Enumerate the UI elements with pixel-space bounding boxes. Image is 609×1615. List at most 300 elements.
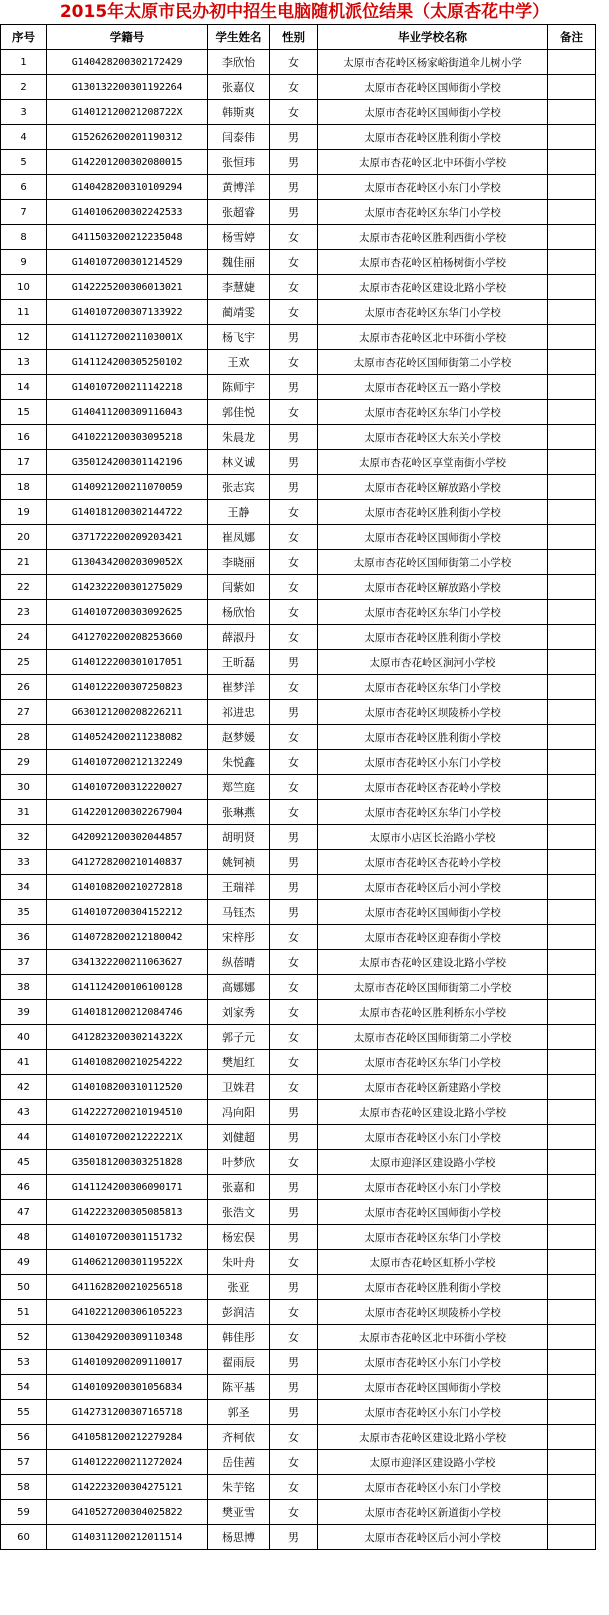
- cell-remarks: [548, 475, 596, 500]
- cell-gender: 女: [270, 250, 318, 275]
- cell-index: 51: [1, 1300, 47, 1325]
- cell-remarks: [548, 375, 596, 400]
- table-row: [1, 775, 596, 800]
- cell-student-name: 王昕磊: [208, 650, 270, 675]
- cell-school-name: 太原市杏花岭区国师街小学校: [318, 75, 548, 100]
- cell-school-name: 太原市杏花岭区国师街第二小学校: [318, 1025, 548, 1050]
- cell-student-name: 杨宏俣: [208, 1225, 270, 1250]
- cell-school-name: 太原市杏花岭区小东门小学校: [318, 1350, 548, 1375]
- cell-gender: 女: [270, 775, 318, 800]
- cell-remarks: [548, 1425, 596, 1450]
- table-row: [1, 1200, 596, 1225]
- cell-remarks: [548, 1100, 596, 1125]
- cell-index: 29: [1, 750, 47, 775]
- cell-remarks: [548, 850, 596, 875]
- cell-school-name: 太原市杏花岭区杏花岭小学校: [318, 850, 548, 875]
- cell-index: 11: [1, 300, 47, 325]
- cell-remarks: [548, 975, 596, 1000]
- cell-index: 15: [1, 400, 47, 425]
- cell-remarks: [548, 1475, 596, 1500]
- cell-remarks: [548, 925, 596, 950]
- cell-student-id: G152626200201190312: [47, 125, 208, 150]
- document-title: 2015年太原市民办初中招生电脑随机派位结果（太原杏花中学）: [59, 2, 550, 22]
- cell-school-name: 太原市杏花岭区建设北路小学校: [318, 1100, 548, 1125]
- cell-remarks: [548, 200, 596, 225]
- cell-school-name: 太原市杏花岭区东华门小学校: [318, 800, 548, 825]
- cell-student-name: 黄博洋: [208, 175, 270, 200]
- cell-student-name: 郭圣: [208, 1400, 270, 1425]
- cell-school-name: 太原市杏花岭区胜利街小学校: [318, 125, 548, 150]
- table-row: [1, 875, 596, 900]
- cell-index: 8: [1, 225, 47, 250]
- cell-student-id: G140107200312220027: [47, 775, 208, 800]
- cell-student-id: G411628200210256518: [47, 1275, 208, 1300]
- cell-school-name: 太原市杏花岭区东华门小学校: [318, 200, 548, 225]
- cell-student-id: G141124200305250102: [47, 350, 208, 375]
- cell-index: 34: [1, 875, 47, 900]
- cell-remarks: [548, 1450, 596, 1475]
- cell-gender: 男: [270, 1525, 318, 1550]
- cell-student-name: 韩佳彤: [208, 1325, 270, 1350]
- cell-gender: 女: [270, 975, 318, 1000]
- cell-student-name: 杨雪婷: [208, 225, 270, 250]
- cell-gender: 女: [270, 1450, 318, 1475]
- table-row: [1, 1375, 596, 1400]
- cell-index: 56: [1, 1425, 47, 1450]
- table-row: [1, 1425, 596, 1450]
- cell-remarks: [548, 275, 596, 300]
- cell-remarks: [548, 50, 596, 75]
- table-row: [1, 850, 596, 875]
- cell-index: 9: [1, 250, 47, 275]
- cell-gender: 女: [270, 525, 318, 550]
- cell-index: 33: [1, 850, 47, 875]
- cell-index: 55: [1, 1400, 47, 1425]
- cell-student-name: 赵梦媛: [208, 725, 270, 750]
- cell-remarks: [548, 1225, 596, 1250]
- cell-school-name: 太原市杏花岭区小东门小学校: [318, 1175, 548, 1200]
- cell-student-id: G14062120030119522X: [47, 1250, 208, 1275]
- cell-student-name: 朱悦鑫: [208, 750, 270, 775]
- cell-school-name: 太原市杏花岭区东华门小学校: [318, 1225, 548, 1250]
- table-row: [1, 1250, 596, 1275]
- cell-student-id: G130132200301192264: [47, 75, 208, 100]
- cell-remarks: [548, 1150, 596, 1175]
- cell-remarks: [548, 650, 596, 675]
- cell-gender: 男: [270, 1100, 318, 1125]
- cell-student-name: 朱叶舟: [208, 1250, 270, 1275]
- table-row: [1, 1275, 596, 1300]
- cell-gender: 男: [270, 175, 318, 200]
- cell-index: 5: [1, 150, 47, 175]
- table-row: [1, 1025, 596, 1050]
- cell-remarks: [548, 425, 596, 450]
- cell-student-id: G140181200302144722: [47, 500, 208, 525]
- cell-remarks: [548, 300, 596, 325]
- cell-remarks: [548, 250, 596, 275]
- cell-gender: 女: [270, 225, 318, 250]
- cell-school-name: 太原市杏花岭区胜利街小学校: [318, 625, 548, 650]
- cell-index: 7: [1, 200, 47, 225]
- table-header-row: [1, 25, 596, 50]
- cell-student-name: 蔺靖雯: [208, 300, 270, 325]
- cell-student-name: 王欢: [208, 350, 270, 375]
- cell-student-id: G140411200309116043: [47, 400, 208, 425]
- cell-student-id: G410581200212279284: [47, 1425, 208, 1450]
- cell-index: 31: [1, 800, 47, 825]
- table-row: [1, 1100, 596, 1125]
- table-row: [1, 1400, 596, 1425]
- cell-student-name: 张嘉仪: [208, 75, 270, 100]
- cell-remarks: [548, 150, 596, 175]
- cell-student-id: G140106200302242533: [47, 200, 208, 225]
- cell-student-name: 齐柯依: [208, 1425, 270, 1450]
- cell-gender: 男: [270, 1200, 318, 1225]
- cell-student-id: G142322200301275029: [47, 575, 208, 600]
- cell-student-id: G14010720021222221X: [47, 1125, 208, 1150]
- cell-school-name: 太原市迎泽区建设路小学校: [318, 1450, 548, 1475]
- table-row: [1, 350, 596, 375]
- cell-school-name: 太原市杏花岭区小东门小学校: [318, 1400, 548, 1425]
- cell-index: 21: [1, 550, 47, 575]
- cell-index: 13: [1, 350, 47, 375]
- cell-student-name: 杨飞宇: [208, 325, 270, 350]
- cell-gender: 女: [270, 1250, 318, 1275]
- cell-remarks: [548, 1500, 596, 1525]
- cell-remarks: [548, 325, 596, 350]
- cell-student-id: G141124200106100128: [47, 975, 208, 1000]
- cell-school-name: 太原市杏花岭区胜利街小学校: [318, 725, 548, 750]
- cell-index: 46: [1, 1175, 47, 1200]
- cell-index: 19: [1, 500, 47, 525]
- cell-gender: 男: [270, 850, 318, 875]
- cell-student-name: 陈平基: [208, 1375, 270, 1400]
- cell-student-name: 薛淑丹: [208, 625, 270, 650]
- cell-student-id: G341322200211063627: [47, 950, 208, 975]
- results-table: [0, 24, 596, 1550]
- cell-gender: 女: [270, 925, 318, 950]
- cell-index: 25: [1, 650, 47, 675]
- table-row: [1, 925, 596, 950]
- cell-student-name: 陈师宇: [208, 375, 270, 400]
- cell-student-name: 崔梦洋: [208, 675, 270, 700]
- cell-index: 35: [1, 900, 47, 925]
- cell-school-name: 太原市杏花岭区小东门小学校: [318, 1125, 548, 1150]
- cell-remarks: [548, 1400, 596, 1425]
- cell-student-id: G140108200210272818: [47, 875, 208, 900]
- table-row: [1, 475, 596, 500]
- cell-gender: 女: [270, 500, 318, 525]
- table-row: [1, 225, 596, 250]
- cell-remarks: [548, 75, 596, 100]
- table-row: [1, 250, 596, 275]
- cell-remarks: [548, 450, 596, 475]
- cell-student-name: 宋梓彤: [208, 925, 270, 950]
- cell-student-name: 高娜娜: [208, 975, 270, 1000]
- cell-school-name: 太原市杏花岭区北中环街小学校: [318, 325, 548, 350]
- cell-student-id: G140181200212084746: [47, 1000, 208, 1025]
- cell-student-id: G142201200302080015: [47, 150, 208, 175]
- cell-gender: 男: [270, 450, 318, 475]
- cell-school-name: 太原市杏花岭区建设北路小学校: [318, 950, 548, 975]
- cell-index: 10: [1, 275, 47, 300]
- cell-remarks: [548, 1300, 596, 1325]
- cell-school-name: 太原市杏花岭区国师街小学校: [318, 1375, 548, 1400]
- table-row: [1, 900, 596, 925]
- cell-school-name: 太原市杏花岭区国师街小学校: [318, 525, 548, 550]
- cell-student-name: 闫紫如: [208, 575, 270, 600]
- cell-remarks: [548, 1350, 596, 1375]
- table-row: [1, 75, 596, 100]
- table-row: [1, 750, 596, 775]
- cell-index: 6: [1, 175, 47, 200]
- cell-gender: 男: [270, 1400, 318, 1425]
- cell-remarks: [548, 625, 596, 650]
- cell-student-id: G140108200310112520: [47, 1075, 208, 1100]
- cell-gender: 男: [270, 700, 318, 725]
- cell-remarks: [548, 100, 596, 125]
- cell-remarks: [548, 125, 596, 150]
- cell-school-name: 太原市杏花岭区北中环街小学校: [318, 150, 548, 175]
- table-row: [1, 500, 596, 525]
- cell-student-name: 祁进忠: [208, 700, 270, 725]
- cell-index: 20: [1, 525, 47, 550]
- cell-gender: 男: [270, 650, 318, 675]
- cell-index: 50: [1, 1275, 47, 1300]
- cell-student-id: G140107200304152212: [47, 900, 208, 925]
- cell-school-name: 太原市杏花岭区柏杨树街小学校: [318, 250, 548, 275]
- cell-student-id: G141124200306090171: [47, 1175, 208, 1200]
- table-row: [1, 650, 596, 675]
- cell-index: 43: [1, 1100, 47, 1125]
- cell-gender: 女: [270, 725, 318, 750]
- table-row: [1, 1350, 596, 1375]
- table-row: [1, 700, 596, 725]
- cell-student-id: G411503200212235048: [47, 225, 208, 250]
- cell-student-id: G14012120021208722X: [47, 100, 208, 125]
- cell-student-id: G130429200309110348: [47, 1325, 208, 1350]
- cell-index: 45: [1, 1150, 47, 1175]
- cell-gender: 女: [270, 1075, 318, 1100]
- table-row: [1, 1075, 596, 1100]
- cell-index: 24: [1, 625, 47, 650]
- cell-school-name: 太原市杏花岭区杨家峪街道伞儿树小学: [318, 50, 548, 75]
- cell-student-name: 张浩文: [208, 1200, 270, 1225]
- cell-index: 18: [1, 475, 47, 500]
- cell-index: 40: [1, 1025, 47, 1050]
- table-row: [1, 600, 596, 625]
- cell-gender: 女: [270, 275, 318, 300]
- cell-remarks: [548, 675, 596, 700]
- cell-remarks: [548, 1525, 596, 1550]
- cell-student-id: G140122200307250823: [47, 675, 208, 700]
- cell-gender: 女: [270, 1300, 318, 1325]
- cell-gender: 女: [270, 950, 318, 975]
- cell-student-id: G142227200210194510: [47, 1100, 208, 1125]
- table-row: [1, 1175, 596, 1200]
- cell-index: 32: [1, 825, 47, 850]
- cell-gender: 女: [270, 675, 318, 700]
- cell-student-id: G142223200305085813: [47, 1200, 208, 1225]
- cell-school-name: 太原市杏花岭区坝陵桥小学校: [318, 700, 548, 725]
- cell-school-name: 太原市杏花岭区东华门小学校: [318, 400, 548, 425]
- cell-student-name: 闫泰伟: [208, 125, 270, 150]
- cell-remarks: [548, 700, 596, 725]
- cell-student-name: 姚钶祯: [208, 850, 270, 875]
- table-row: [1, 150, 596, 175]
- table-row: [1, 1150, 596, 1175]
- cell-gender: 男: [270, 200, 318, 225]
- cell-school-name: 太原市杏花岭区虹桥小学校: [318, 1250, 548, 1275]
- cell-index: 49: [1, 1250, 47, 1275]
- cell-gender: 女: [270, 50, 318, 75]
- cell-gender: 女: [270, 750, 318, 775]
- cell-remarks: [548, 1125, 596, 1150]
- cell-student-id: G630121200208226211: [47, 700, 208, 725]
- cell-student-name: 卫姝君: [208, 1075, 270, 1100]
- cell-student-id: G140428200310109294: [47, 175, 208, 200]
- cell-index: 54: [1, 1375, 47, 1400]
- table-row: [1, 1525, 596, 1550]
- cell-student-name: 翟雨辰: [208, 1350, 270, 1375]
- cell-gender: 女: [270, 350, 318, 375]
- cell-gender: 女: [270, 1050, 318, 1075]
- cell-index: 52: [1, 1325, 47, 1350]
- cell-gender: 女: [270, 625, 318, 650]
- cell-student-id: G140921200211070059: [47, 475, 208, 500]
- cell-remarks: [548, 775, 596, 800]
- cell-remarks: [548, 1250, 596, 1275]
- cell-remarks: [548, 1275, 596, 1300]
- table-row: [1, 400, 596, 425]
- cell-index: 14: [1, 375, 47, 400]
- table-row: [1, 550, 596, 575]
- cell-gender: 男: [270, 1175, 318, 1200]
- cell-gender: 男: [270, 1375, 318, 1400]
- cell-student-id: G412702200208253660: [47, 625, 208, 650]
- cell-remarks: [548, 500, 596, 525]
- cell-student-name: 朱晨龙: [208, 425, 270, 450]
- cell-student-name: 岳佳茜: [208, 1450, 270, 1475]
- cell-gender: 女: [270, 300, 318, 325]
- cell-student-id: G142731200307165718: [47, 1400, 208, 1425]
- header-student-id: 学籍号: [47, 25, 208, 50]
- table-row: [1, 1475, 596, 1500]
- cell-school-name: 太原市杏花岭区解放路小学校: [318, 575, 548, 600]
- table-row: [1, 1000, 596, 1025]
- table-row: [1, 100, 596, 125]
- cell-gender: 女: [270, 100, 318, 125]
- cell-student-name: 崔凤娜: [208, 525, 270, 550]
- cell-gender: 男: [270, 325, 318, 350]
- cell-school-name: 太原市杏花岭区享堂南街小学校: [318, 450, 548, 475]
- cell-index: 42: [1, 1075, 47, 1100]
- table-row: [1, 825, 596, 850]
- cell-student-name: 王瑞祥: [208, 875, 270, 900]
- cell-student-id: G412728200210140837: [47, 850, 208, 875]
- cell-school-name: 太原市杏花岭区国师街第二小学校: [318, 975, 548, 1000]
- cell-gender: 女: [270, 575, 318, 600]
- table-row: [1, 425, 596, 450]
- cell-gender: 男: [270, 900, 318, 925]
- cell-gender: 男: [270, 425, 318, 450]
- cell-remarks: [548, 400, 596, 425]
- header-school-name: 毕业学校名称: [318, 25, 548, 50]
- cell-gender: 男: [270, 1350, 318, 1375]
- cell-school-name: 太原市杏花岭区解放路小学校: [318, 475, 548, 500]
- cell-student-id: G140728200212180042: [47, 925, 208, 950]
- cell-student-id: G142201200302267904: [47, 800, 208, 825]
- cell-student-id: G140428200302172429: [47, 50, 208, 75]
- cell-student-id: G140108200210254222: [47, 1050, 208, 1075]
- cell-student-name: 郑竺庭: [208, 775, 270, 800]
- table-row: [1, 275, 596, 300]
- cell-gender: 男: [270, 825, 318, 850]
- cell-student-name: 王静: [208, 500, 270, 525]
- cell-student-id: G140107200307133922: [47, 300, 208, 325]
- table-row: [1, 1450, 596, 1475]
- cell-student-name: 刘健超: [208, 1125, 270, 1150]
- table-row: [1, 950, 596, 975]
- table-row: [1, 1050, 596, 1075]
- table-row: [1, 1300, 596, 1325]
- cell-school-name: 太原市杏花岭区国师街第二小学校: [318, 350, 548, 375]
- table-row: [1, 675, 596, 700]
- cell-school-name: 太原市杏花岭区国师街小学校: [318, 100, 548, 125]
- cell-index: 30: [1, 775, 47, 800]
- table-row: [1, 975, 596, 1000]
- cell-student-name: 李欣怡: [208, 50, 270, 75]
- cell-school-name: 太原市杏花岭区东华门小学校: [318, 675, 548, 700]
- cell-student-name: 张嘉和: [208, 1175, 270, 1200]
- cell-gender: 男: [270, 875, 318, 900]
- cell-school-name: 太原市杏花岭区国师街第二小学校: [318, 550, 548, 575]
- cell-student-id: G142223200304275121: [47, 1475, 208, 1500]
- cell-student-id: G140109200209110017: [47, 1350, 208, 1375]
- cell-remarks: [548, 1325, 596, 1350]
- cell-student-name: 叶梦欣: [208, 1150, 270, 1175]
- cell-gender: 女: [270, 600, 318, 625]
- cell-gender: 女: [270, 1150, 318, 1175]
- cell-gender: 男: [270, 475, 318, 500]
- cell-student-id: G140107200301151732: [47, 1225, 208, 1250]
- cell-index: 12: [1, 325, 47, 350]
- cell-student-id: G140524200211238082: [47, 725, 208, 750]
- cell-index: 28: [1, 725, 47, 750]
- cell-remarks: [548, 1200, 596, 1225]
- cell-gender: 女: [270, 1000, 318, 1025]
- cell-index: 58: [1, 1475, 47, 1500]
- cell-school-name: 太原市杏花岭区大东关小学校: [318, 425, 548, 450]
- cell-school-name: 太原市杏花岭区建设北路小学校: [318, 1425, 548, 1450]
- table-row: [1, 375, 596, 400]
- cell-gender: 女: [270, 75, 318, 100]
- cell-student-id: G140311200212011514: [47, 1525, 208, 1550]
- cell-index: 3: [1, 100, 47, 125]
- cell-index: 57: [1, 1450, 47, 1475]
- header-remarks: 备注: [548, 25, 596, 50]
- cell-student-name: 马钰杰: [208, 900, 270, 925]
- table-body: [1, 50, 596, 1550]
- cell-gender: 男: [270, 1275, 318, 1300]
- cell-index: 22: [1, 575, 47, 600]
- cell-school-name: 太原市迎泽区建设路小学校: [318, 1150, 548, 1175]
- table-row: [1, 1225, 596, 1250]
- table-row: [1, 200, 596, 225]
- cell-gender: 女: [270, 550, 318, 575]
- cell-school-name: 太原市杏花岭区小东门小学校: [318, 175, 548, 200]
- cell-gender: 女: [270, 1025, 318, 1050]
